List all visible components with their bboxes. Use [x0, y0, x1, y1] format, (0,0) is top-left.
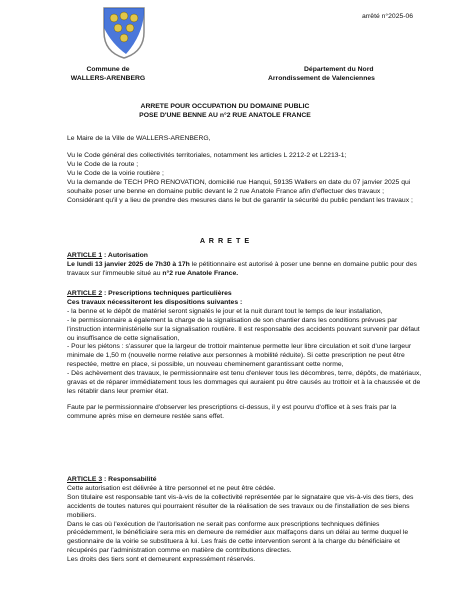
- article-1-date: Le lundi 13 janvier 2025 de 7h30 à 17h: [67, 260, 190, 268]
- responsibility-paragraph: Son titulaire est responsable tant vis-à-vis de la collectivité représentée par le signataire que vis-à-vis des tiers, des accidents de toutes natures qui pourraient résulter de la réalisation de ses travaux ou de l'installation de ses biens mobiliers.: [67, 493, 414, 519]
- decree-title-line2: POSE D'UNE BENNE AU n°2 RUE ANATOLE FRANCE: [139, 112, 311, 119]
- department-label: Département du Nord: [304, 66, 374, 73]
- article-1: [67, 252, 427, 279]
- article-3-title: ARTICLE 3: [67, 476, 103, 483]
- article-1-text: le pétitionnaire est autorisé à poser une benne en domaine public pour des travaux sur l'immeuble situé au: [67, 260, 417, 277]
- arrete-heading: A R R E T E: [199, 236, 251, 245]
- article-2: [67, 290, 427, 422]
- article-2-subtitle: Ces travaux nécessiteront les dispositions suivantes :: [67, 298, 243, 306]
- article-2-subject: : Prescriptions techniques particulières: [102, 290, 232, 297]
- decree-reference: arrêté n°2025-06: [362, 13, 414, 20]
- article-2-title: ARTICLE 2: [67, 290, 103, 297]
- article-1-address: n°2 rue Anatole France.: [162, 269, 239, 277]
- prescription-item: - la benne et le dépôt de matériel seront signalés le jour et la nuit durant tout le temps de leur installation,: [67, 307, 383, 315]
- decree-title-line1: ARRETE POUR OCCUPATION DU DOMAINE PUBLIC: [140, 103, 310, 110]
- responsibility-paragraph: Dans le cas où l'exécution de l'autorisation ne serait pas conforme aux prescriptions techniques définies précédemment, le bénéficiaire sera mis en demeure de remédier aux malfaçons dans un délai au terme duquel le gestionnaire de la voirie se substituera à lui. Les frais de cette intervention seront à la charge du bénéficiaire et récupérés par l'administration comme en matière de contributions directes.: [67, 520, 409, 555]
- prescription-item: - le permissionnaire a également la charge de la signalisation de son chantier dans les conditions prévues par l'instruction interministérielle sur la signalisation routière. Il est responsable des accidents pouvant survenir par défaut ou insuffisance de cette signalisation,: [67, 316, 420, 342]
- responsibility-paragraph: Les droits des tiers sont et demeurent expressément réservés.: [67, 556, 256, 564]
- prescription-item: - Pour les piétons : s'assurer que la largeur de trottoir maintenue permette leur libre circulation et soit d'une largeur minimale de 1,50 m (nouvelle norme relative aux personnes à mobilité réduite). Si cette prescription ne peut être respectée, mettre en place, si possible, un nouveau cheminement garantissant cette norme,: [67, 343, 412, 369]
- arrondissement-label: Arrondissement de Valenciennes: [268, 75, 375, 82]
- prescription-penalty: Faute par le permissionnaire d'observer les prescriptions ci-dessus, il y est pourvu d'office et à ses frais par la commune après mise en demeure restée sans effet.: [67, 403, 397, 420]
- considerations-block: [67, 152, 427, 205]
- consideration-line: Vu le Code général des collectivités territoriales, notamment les articles L 2212-2 et L2213-1;: [67, 152, 347, 159]
- consideration-line: Vu la demande de TECH PRO RENOVATION, domicilié rue Hanqui, 59135 Wallers en date du 07 janvier 2025 qui souhaite poser une benne en domaine public devant le 2 rue Anatole France afin d'effectuer des travaux ;: [67, 178, 411, 195]
- article-3: [67, 476, 427, 565]
- consideration-line: Considérant qu'il y a lieu de prendre des mesures dans le but de garantir la sécurité du public pendant les travaux ;: [67, 196, 413, 204]
- consideration-line: Vu le Code de la voirie routière ;: [67, 169, 164, 177]
- article-3-subject: : Responsabilité: [102, 476, 157, 483]
- responsibility-paragraph: Cette autorisation est délivrée à titre personnel et ne peut être cédée.: [67, 484, 276, 492]
- consideration-line: Vu le Code de la route ;: [67, 160, 139, 168]
- article-1-title: ARTICLE 1: [67, 252, 103, 259]
- commune-name: WALLERS-ARENBERG: [70, 75, 146, 82]
- coat-of-arms-logo: [102, 6, 146, 60]
- commune-label: Commune de: [86, 66, 130, 73]
- article-1-subject: : Autorisation: [102, 252, 148, 259]
- prescription-item: - Dès achèvement des travaux, le permissionnaire est tenu d'enlever tous les décombres, terre, dépôts, de matériaux, gravas et de réparer immédiatement tous les dommages qui auraient pu être causés au trottoir et à la chaussée et de les rétablir dans leur premier état.: [67, 370, 422, 395]
- mayor-intro: Le Maire de la Ville de WALLERS-ARENBERG,: [67, 135, 211, 142]
